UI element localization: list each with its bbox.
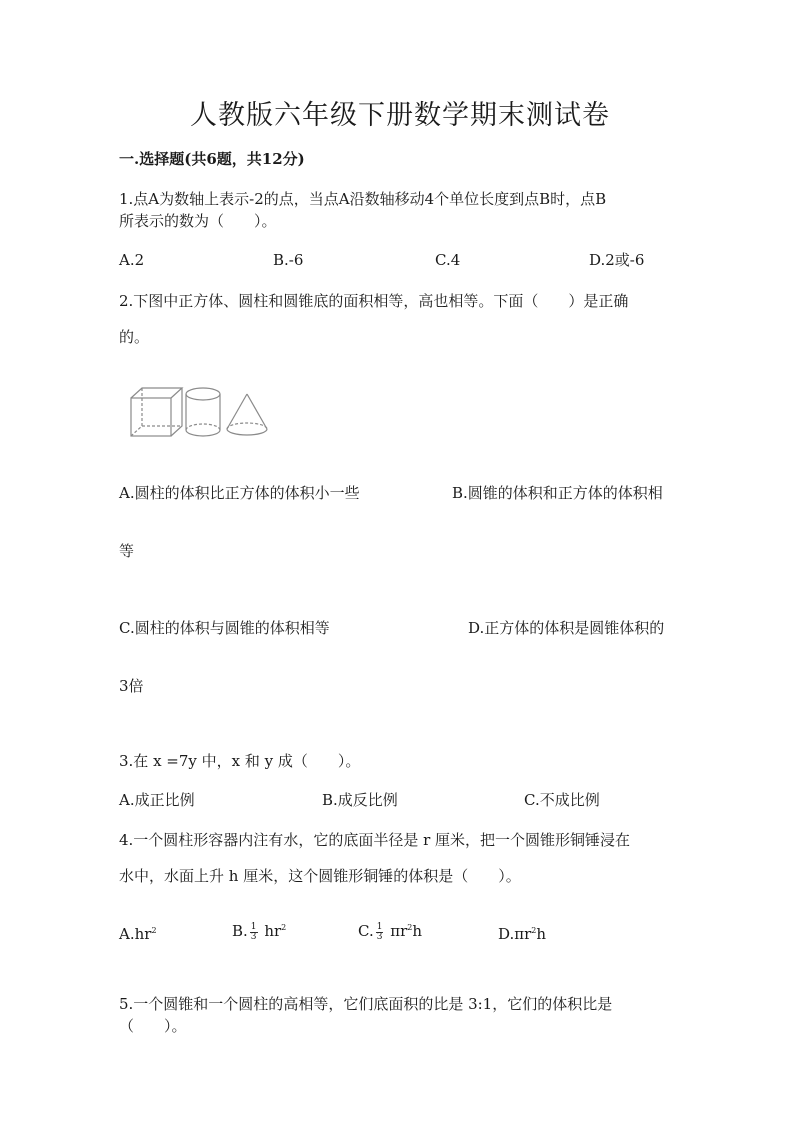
q1-option-d: D.2或-6: [589, 251, 645, 269]
q1-option-a: A.2: [119, 251, 145, 269]
q4-option-c-label: C.: [358, 922, 374, 940]
fraction: [250, 923, 258, 942]
q4-text-line2: 水中，水面上升 h 厘米，这个圆锥形铜锤的体积是（ ）。: [119, 867, 521, 885]
q4-option-d-tail: h: [536, 925, 547, 943]
q4-option-b: [232, 922, 286, 942]
section-heading: 一.选择题(共6题，共12分): [119, 150, 305, 168]
q1-text-line1: 1.点A为数轴上表示-2的点，当点A沿数轴移动4个单位长度到点B时，点B: [119, 190, 607, 208]
q5-text-line1: 5.一个圆锥和一个圆柱的高相等，它们底面积的比是 3:1，它们的体积比是: [119, 995, 613, 1013]
q1-text-line2: 所表示的数为（ ）。: [119, 212, 277, 230]
fraction-numerator: 1: [376, 921, 383, 932]
cone-shape: [227, 394, 267, 435]
q4-option-c-text: πr: [390, 922, 408, 940]
q4-option-a: [119, 925, 157, 943]
q4-option-c: [358, 922, 422, 942]
q3-text: 3.在 x =7y 中，x 和 y 成（ ）。: [119, 752, 361, 770]
q2-text-line2: 的。: [119, 328, 150, 346]
q2-option-b-continued: 等: [119, 542, 135, 560]
fraction-numerator: 1: [250, 921, 257, 932]
page-title: 人教版六年级下册数学期末测试卷: [190, 100, 610, 131]
fraction: [376, 923, 384, 942]
fraction-denominator: 3: [376, 931, 383, 942]
fraction-denominator: 3: [250, 931, 257, 942]
q1-option-c: C.4: [435, 251, 461, 269]
q3-option-b: B.成反比例: [322, 791, 398, 809]
q4-option-a-text: A.hr: [119, 925, 152, 943]
cube-shape: [131, 388, 182, 436]
q2-option-b: B.圆锥的体积和正方体的体积相: [452, 484, 663, 502]
superscript: 2: [151, 926, 157, 935]
q3-option-c: C.不成比例: [524, 791, 600, 809]
q4-option-d-text: D.πr: [498, 925, 532, 943]
q2-option-a: A.圆柱的体积比正方体的体积小一些: [119, 484, 360, 502]
superscript: 2: [531, 926, 537, 935]
superscript: 2: [407, 923, 413, 932]
q4-option-d: [498, 925, 546, 943]
solids-figure: [128, 382, 272, 440]
q2-option-c: C.圆柱的体积与圆锥的体积相等: [119, 619, 330, 637]
q4-option-b-text: hr: [264, 922, 282, 940]
cylinder-shape: [186, 388, 220, 436]
q2-option-d: D.正方体的体积是圆锥体积的: [468, 619, 665, 637]
q2-text-line1: 2.下图中正方体、圆柱和圆锥底的面积相等，高也相等。下面（ ）是正确: [119, 292, 629, 310]
q4-option-b-label: B.: [232, 922, 248, 940]
q5-text-line2: （ ）。: [119, 1017, 187, 1035]
q2-option-d-continued: 3倍: [119, 677, 144, 695]
q4-option-c-tail: h: [412, 922, 423, 940]
q4-text-line1: 4.一个圆柱形容器内注有水，它的底面半径是 r 厘米，把一个圆锥形铜锤浸在: [119, 831, 631, 849]
q1-option-b: B.-6: [273, 251, 304, 269]
superscript: 2: [281, 923, 287, 932]
q3-option-a: A.成正比例: [119, 791, 195, 809]
